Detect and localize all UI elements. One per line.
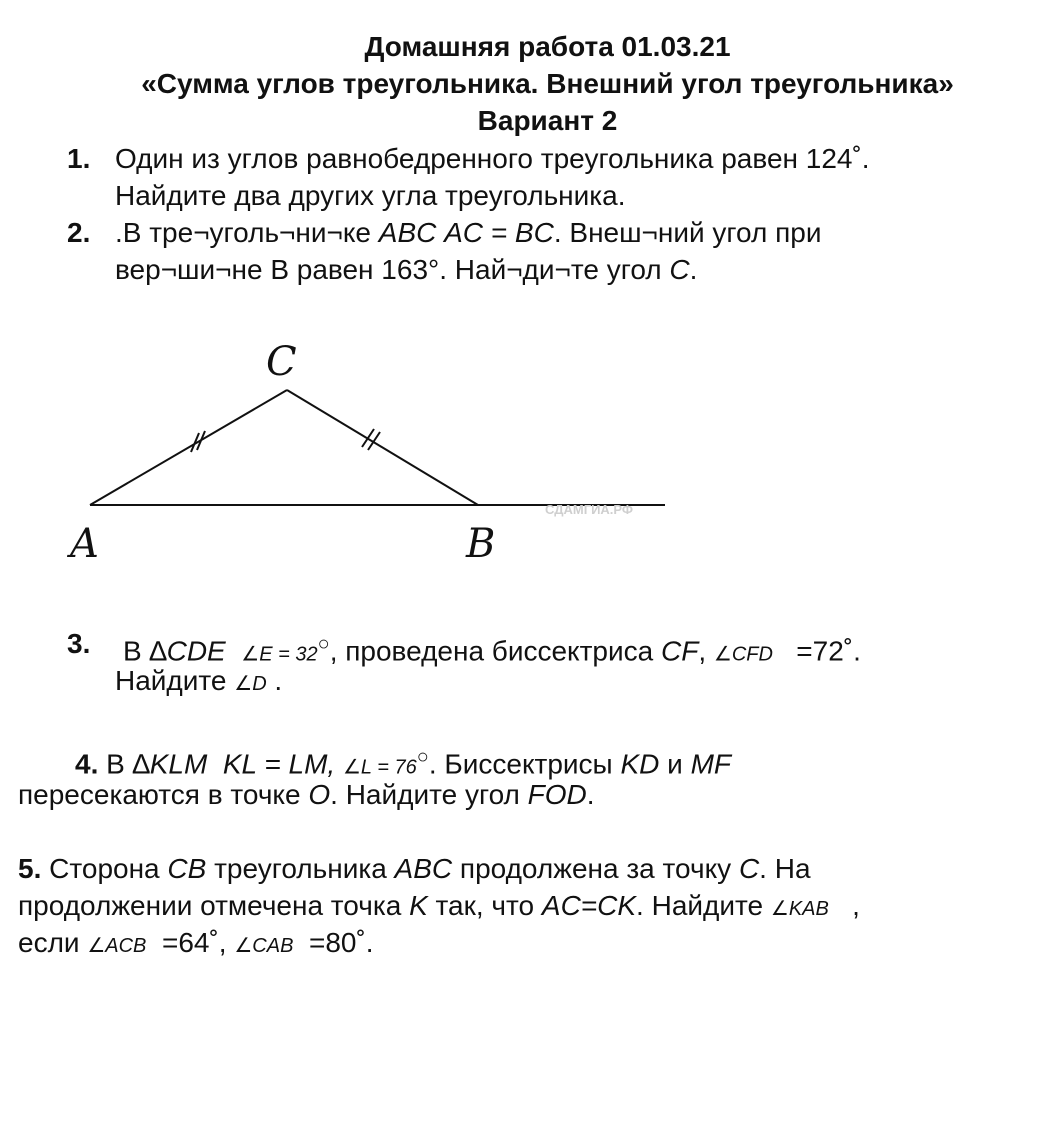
task-3-line-2 [115,662,282,703]
task-3-line2-end: . [266,665,283,696]
task-5-equality: AC=CK [541,890,637,921]
task-5-value-2: =80˚. [301,927,374,958]
label-c: C [266,339,297,385]
task-2-triangle: ABC [378,217,437,248]
task-4-text: В ∆ [98,748,150,780]
task-4-line2-end: . [586,779,595,810]
task-5-number: 5. [18,853,42,884]
task-2-number: 2. [67,217,91,248]
task-5-text-mid2: продолжена за точку [452,853,739,884]
task-5-angle-cab: ∠CAB [234,935,294,957]
task-3-triangle: CDE [166,635,226,667]
task-2-line2-text: вер¬ши¬не B равен 163°. Най¬ди¬те угол [115,254,670,285]
task-1-line-2: Найдите два других угла треугольника. [115,180,626,211]
task-4-and: и [659,748,691,780]
task-5-text: Сторона [41,853,168,884]
task-4-text-post: . Биссектрисы [428,748,621,780]
task-4-angle-fod: FOD [527,779,587,810]
task-5-text-post: . На [759,853,811,884]
task-5-angle-acb: ∠ACB [87,935,147,957]
task-3-bisector: CF [661,635,699,667]
task-3-comma: , [698,635,707,667]
task-5-line-1 [18,850,811,888]
task-4-degree: ○ [416,746,429,768]
task-4-line2-text: пересекаются в точке [18,779,309,810]
side-ac [90,390,287,505]
task-4-triangle: KLM [149,748,208,780]
task-2-line2-end: . [689,254,698,285]
task-4-condition: KL = LM, [222,748,336,780]
header-topic: «Сумма углов треугольника. Внешний угол треугольника» [141,68,954,99]
task-3-text-mid: , проведена биссектриса [329,635,661,667]
task-5-value-1: =64˚, [154,927,235,958]
label-b: B [466,521,496,567]
task-2-text-post: . Внеш¬ний угол при [553,217,822,248]
task-5-point-k: K [409,890,428,921]
task-5-line2-end: , [844,890,860,921]
task-3-angle-cfd: ∠CFD [713,643,773,666]
task-1-line-1: Один из углов равнобедренного треугольника равен 124˚. [115,143,870,174]
task-3-line2-text: Найдите [115,665,235,696]
task-3-degree: ○ [317,633,330,655]
task-5-point-c: C [738,853,760,884]
task-5-cb: CB [167,853,207,884]
task-5-line-2 [18,887,860,928]
task-4-line2-mid: . Найдите угол [330,779,528,810]
label-a: A [70,521,99,567]
task-5-line-3 [18,924,374,965]
task-2-text: .В тре¬уголь¬ни¬ке [115,217,379,248]
task-1-number: 1. [67,143,91,174]
task-3-text: В ∆ [123,635,167,667]
task-2-condition: AC = BC [444,217,554,248]
task-4-point-o: O [308,779,331,810]
task-3-angle-e: ∠E = 32 [241,643,318,666]
header-date: Домашняя работа 01.03.21 [364,31,731,62]
side-cb [287,390,478,505]
task-2-target: C [669,254,690,285]
task-5-line2-text: продолжении отмечена точка [18,890,410,921]
task-5-line2-post: . Найдите [636,890,771,921]
task-3-angle-d: ∠D [234,673,267,695]
watermark: СДАМГИА.РФ [545,502,634,517]
task-4-angle-l: ∠L = 76 [342,756,417,779]
task-5-line2-mid: так, что [427,890,542,921]
task-4-number: 4. [75,748,99,780]
task-4-kd: KD [620,748,660,780]
task-4-mf: MF [690,748,732,780]
task-5-text-mid1: треугольника [206,853,395,884]
task-5-abc: ABC [394,853,453,884]
task-3-number: 3. [67,628,91,659]
task-5-angle-kab: ∠KAB [770,898,829,920]
task-3-value: =72˚. [796,635,861,667]
task-5-line3-text: если [18,927,88,958]
task-4-line-2 [18,776,595,814]
header-variant: Вариант 2 [477,105,618,136]
